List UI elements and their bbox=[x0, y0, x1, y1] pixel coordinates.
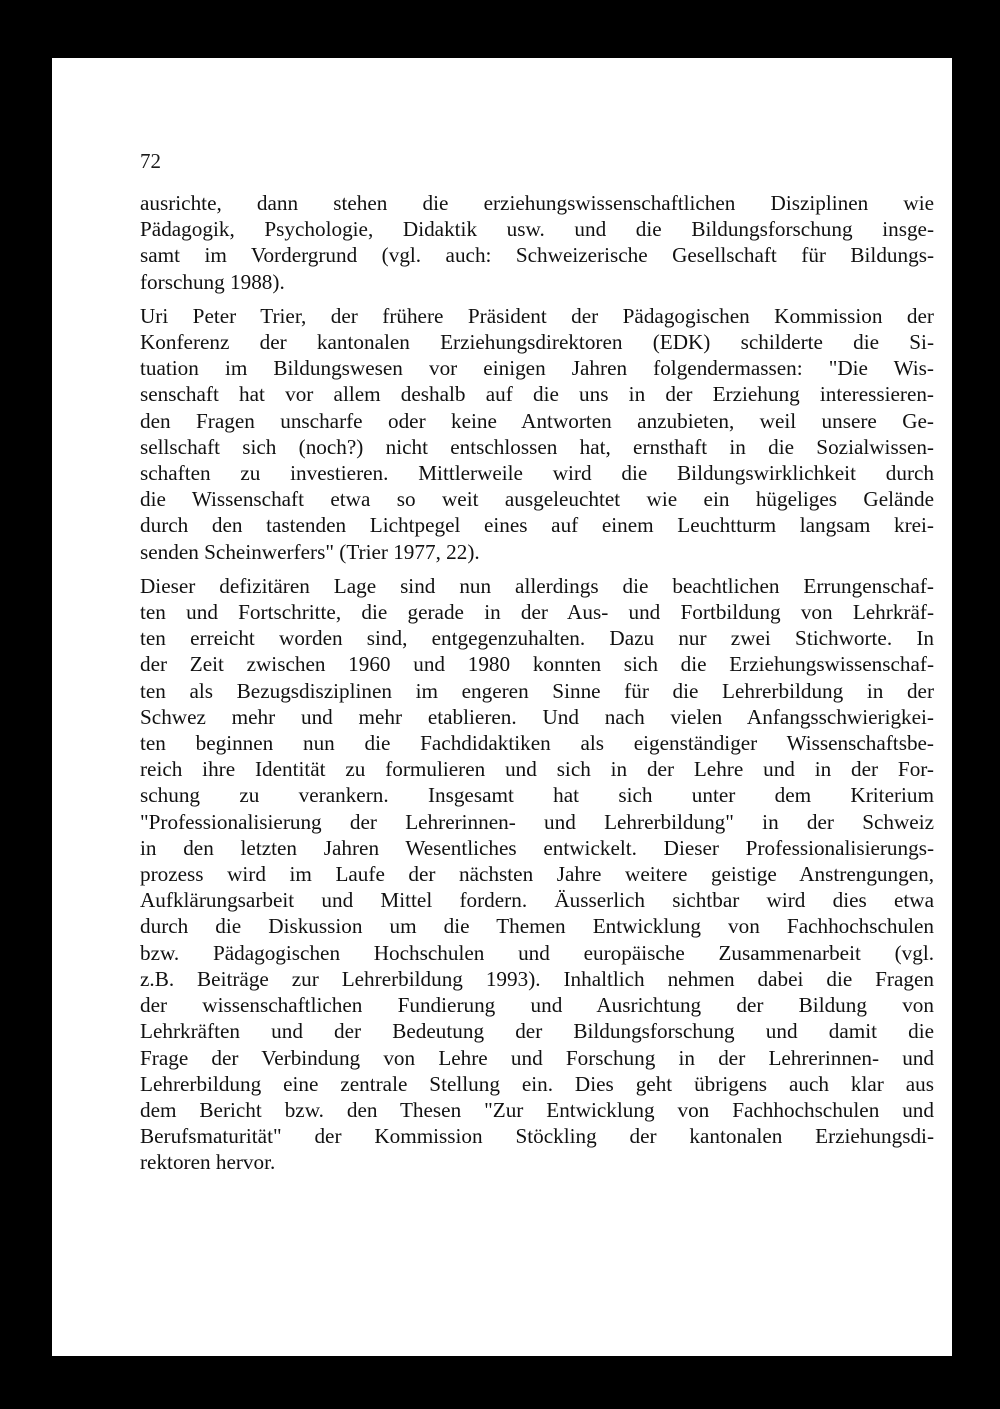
text-line: reich ihre Identität zu formulieren und sich in der Lehre und in der For- bbox=[140, 757, 934, 782]
text-line: ten beginnen nun die Fachdidaktiken als eigenständiger Wissenschaftsbe- bbox=[140, 731, 934, 756]
text-line: senden Scheinwerfers" (Trier 1977, 22). bbox=[140, 539, 480, 564]
text-line: durch den tastenden Lichtpegel eines auf einem Leuchtturm langsam krei- bbox=[140, 513, 934, 538]
text-line: schaften zu investieren. Mittlerweile wird die Bildungswirklichkeit durch bbox=[140, 461, 934, 486]
body-text bbox=[140, 190, 934, 1176]
text-line: ten und Fortschritte, die gerade in der Aus- und Fortbildung von Lehrkräf- bbox=[140, 600, 934, 625]
text-line: durch die Diskussion um die Themen Entwicklung von Fachhochschulen bbox=[140, 914, 934, 939]
text-line: Berufsmaturität" der Kommission Stöckling der kantonalen Erziehungsdi- bbox=[140, 1124, 934, 1149]
text-line: in den letzten Jahren Wesentliches entwickelt. Dieser Professionalisierungs- bbox=[140, 835, 934, 860]
text-line: ten erreicht worden sind, entgegenzuhalten. Dazu nur zwei Stichworte. In bbox=[140, 626, 934, 651]
text-line: den Fragen unscharfe oder keine Antworten anzubieten, weil unsere Ge- bbox=[140, 408, 934, 433]
text-line: ten als Bezugsdisziplinen im engeren Sinne für die Lehrerbildung in der bbox=[140, 678, 934, 703]
text-line: senschaft hat vor allem deshalb auf die uns in der Erziehung interessieren- bbox=[140, 382, 934, 407]
paragraph bbox=[140, 190, 934, 295]
text-line: Lehrerbildung eine zentrale Stellung ein. Dies geht übrigens auch klar aus bbox=[140, 1071, 934, 1096]
text-line: forschung 1988). bbox=[140, 269, 285, 294]
text-line: Aufklärungsarbeit und Mittel fordern. Äusserlich sichtbar wird dies etwa bbox=[140, 888, 934, 913]
text-line: Schwez mehr und mehr etablieren. Und nach vielen Anfangsschwierigkei- bbox=[140, 704, 934, 729]
document-page bbox=[52, 58, 952, 1356]
text-line: schung zu verankern. Insgesamt hat sich unter dem Kriterium bbox=[140, 783, 934, 808]
page-number: 72 bbox=[140, 149, 161, 173]
text-line: der wissenschaftlichen Fundierung und Ausrichtung der Bildung von bbox=[140, 993, 934, 1018]
text-line: Dieser defizitären Lage sind nun allerdings die beachtlichen Errungenschaf- bbox=[140, 573, 934, 598]
text-line: Uri Peter Trier, der frühere Präsident der Pädagogischen Kommission der bbox=[140, 303, 934, 328]
text-line: bzw. Pädagogischen Hochschulen und europäische Zusammenarbeit (vgl. bbox=[140, 940, 934, 965]
text-line: rektoren hervor. bbox=[140, 1150, 276, 1175]
text-line: prozess wird im Laufe der nächsten Jahre weitere geistige Anstrengungen, bbox=[140, 862, 934, 887]
text-line: samt im Vordergrund (vgl. auch: Schweizerische Gesellschaft für Bildungs- bbox=[140, 243, 934, 268]
paragraph bbox=[140, 573, 934, 1176]
text-line: sellschaft sich (noch?) nicht entschlossen hat, ernsthaft in die Sozialwissen- bbox=[140, 434, 934, 459]
text-line: "Professionalisierung der Lehrerinnen- und Lehrerbildung" in der Schweiz bbox=[140, 809, 934, 834]
text-line: Frage der Verbindung von Lehre und Forschung in der Lehrerinnen- und bbox=[140, 1045, 934, 1070]
text-line: z.B. Beiträge zur Lehrerbildung 1993). Inhaltlich nehmen dabei die Fragen bbox=[140, 966, 934, 991]
text-line: ausrichte, dann stehen die erziehungswissenschaftlichen Disziplinen wie bbox=[140, 191, 934, 215]
text-line: die Wissenschaft etwa so weit ausgeleuchtet wie ein hügeliges Gelände bbox=[140, 487, 934, 512]
text-line: Konferenz der kantonalen Erziehungsdirektoren (EDK) schilderte die Si- bbox=[140, 330, 934, 355]
text-line: tuation im Bildungswesen vor einigen Jahren folgendermassen: "Die Wis- bbox=[140, 356, 934, 381]
text-line: Pädagogik, Psychologie, Didaktik usw. und die Bildungsforschung insge- bbox=[140, 217, 934, 242]
text-line: dem Bericht bzw. den Thesen "Zur Entwicklung von Fachhochschulen und bbox=[140, 1097, 934, 1122]
text-line: Lehrkräften und der Bedeutung der Bildungsforschung und damit die bbox=[140, 1019, 934, 1044]
paragraph bbox=[140, 303, 934, 565]
text-line: der Zeit zwischen 1960 und 1980 konnten sich die Erziehungswissenschaf- bbox=[140, 652, 934, 677]
